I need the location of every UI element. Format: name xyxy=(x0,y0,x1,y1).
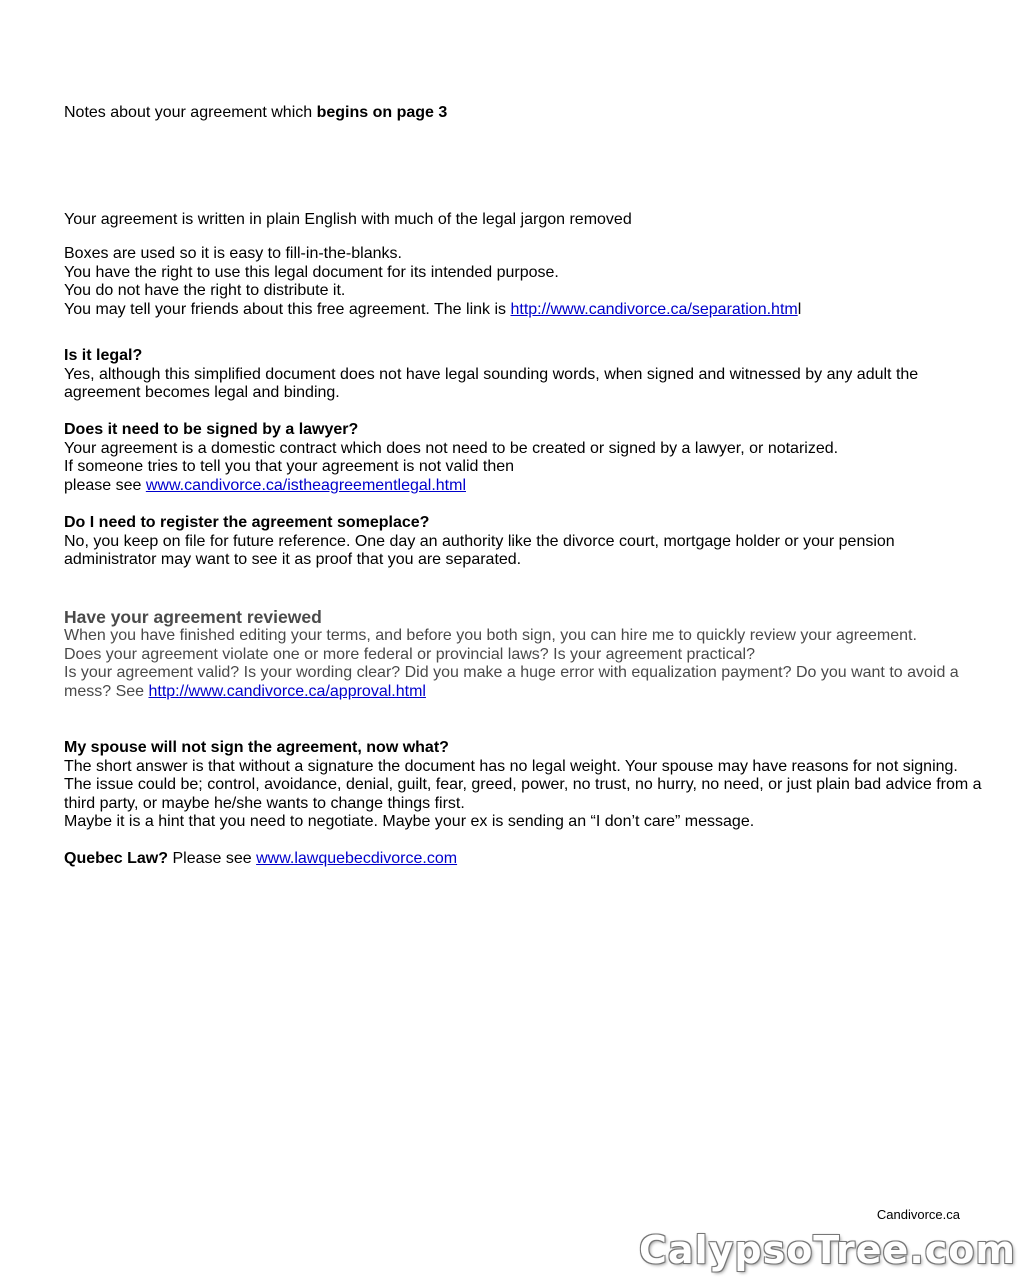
register-body: No, you keep on file for future reference. One day an authority like the divorce court, mortgage holder or your pension administrator may want to see it as proof that you are separated. xyxy=(64,532,895,569)
lawyer-heading: Does it need to be signed by a lawyer? xyxy=(64,421,359,438)
legal-body: Yes, although this simplified document does not have legal sounding words, when signed and witnessed by any adult the agreement becomes legal and binding. xyxy=(64,365,919,402)
rights-line-4: You may tell your friends about this free agreement. The link is http://www.candivorce.ca/separation.html xyxy=(64,300,802,318)
lawyer-line-3: please see www.candivorce.ca/istheagreementlegal.html xyxy=(64,476,466,494)
spouse-line-2: Maybe it is a hint that you need to negotiate. Maybe your ex is sending an “I don’t care” message. xyxy=(64,813,755,831)
intro-line: Notes about your agreement which begins on page 3 xyxy=(64,104,448,121)
legal-heading: Is it legal? xyxy=(64,347,143,364)
register-heading: Do I need to register the agreement someplace? xyxy=(64,514,430,531)
quebec-bold: Quebec Law? xyxy=(64,850,169,867)
rights-section xyxy=(64,245,984,319)
lawyer-line-2: If someone tries to tell you that your agreement is not valid then xyxy=(64,458,515,476)
intro-bold: begins on page 3 xyxy=(316,104,448,121)
review-section xyxy=(64,607,984,701)
lawyer-section xyxy=(64,421,984,495)
watermark-logo: CalypsoTree.com xyxy=(639,1228,1016,1272)
approval-link[interactable]: http://www.candivorce.ca/approval.html xyxy=(148,682,426,700)
spouse-body: The short answer is that without a signature the document has no legal weight. Your spouse may have reasons for not signing. The issue could be; control, avoidance, denial, guilt, fear, greed, power, no trust, no hurry, no need, or just plain bad advice from a third party, or maybe he/she wants to change things first. xyxy=(64,757,982,812)
spouse-heading: My spouse will not sign the agreement, now what? xyxy=(64,739,449,756)
spouse-section xyxy=(64,739,984,832)
footer-brand: Candivorce.ca xyxy=(876,1207,960,1222)
separation-link[interactable]: http://www.candivorce.ca/separation.htm xyxy=(510,300,798,318)
rights-line-1: Boxes are used so it is easy to fill-in-the-blanks. xyxy=(64,245,402,262)
review-line-2: Does your agreement violate one or more federal or provincial laws? Is your agreement practical? xyxy=(64,645,756,663)
quebec-line: Quebec Law? Please see www.lawquebecdivorce.com xyxy=(64,850,458,867)
rights-line-3: You do not have the right to distribute it. xyxy=(64,282,346,300)
register-section xyxy=(64,514,984,570)
lawyer-line-1: Your agreement is a domestic contract which does not need to be created or signed by a lawyer, or notarized. xyxy=(64,439,839,457)
review-heading: Have your agreement reviewed xyxy=(64,607,322,627)
review-line-1: When you have finished editing your terms, and before you both sign, you can hire me to quickly review your agreement. xyxy=(64,627,917,644)
rights-line-2: You have the right to use this legal document for its intended purpose. xyxy=(64,263,559,281)
plain-english-line: Your agreement is written in plain English with much of the legal jargon removed xyxy=(64,211,632,228)
review-line-3: Is your agreement valid? Is your wording clear? Did you make a huge error with equalization payment? Do you want to avoid a mess? See http://www.candivorce.ca/approval.html xyxy=(64,664,959,700)
agreement-legal-link[interactable]: www.candivorce.ca/istheagreementlegal.html xyxy=(145,476,466,494)
quebec-link[interactable]: www.lawquebecdivorce.com xyxy=(256,850,458,867)
legal-section xyxy=(64,347,984,403)
